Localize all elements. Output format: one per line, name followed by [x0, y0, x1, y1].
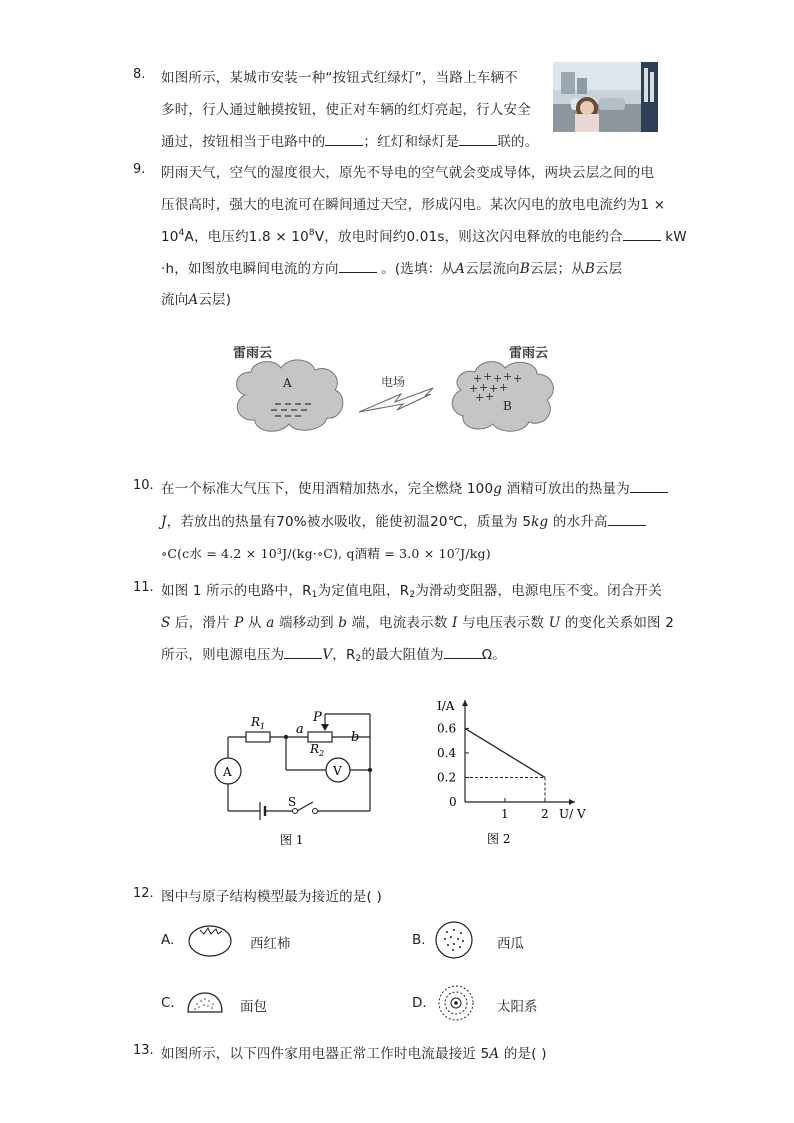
svg-text:+: + [479, 381, 489, 394]
y-axis-label: I/A [437, 699, 455, 713]
question-number: 8. [133, 67, 146, 82]
terminal-b-label: b [351, 730, 360, 745]
y-tick-label: 0.6 [437, 721, 457, 736]
question-text: $10^4A$，电压约$1.8 \times 10^8V$，放电时间约0.01s，则这次闪电释放的电能约合 kW [161, 228, 687, 245]
question-text: 如图所示，某城市安装一种“按钮式红绿灯”，当路上车辆不 [161, 70, 518, 86]
question-text: 如图所示，以下四件家用电器正常工作时电流最接近 5A 的是( ) [161, 1046, 547, 1062]
iu-graph [425, 692, 600, 852]
question-text: 多时，行人通过触摸按钮，使正对车辆的红灯亮起，行人安全 [161, 102, 531, 118]
r1-label: $R_1$ [251, 715, 266, 731]
y-tick-label: 0 [449, 795, 457, 809]
ammeter-label: A [223, 765, 232, 779]
field-label: 电场 [381, 375, 406, 389]
question-text: S 后，滑片 P 从 a 端移动到 b 端，电流表示数 I 与电压表示数 U 的变化关系如图 2 [161, 615, 674, 631]
answer-blank[interactable] [325, 133, 363, 146]
circuit-diagram [205, 700, 390, 850]
question-text: J，若放出的热量有70%被水吸收，能使初温20℃，质量为 5kg 的水升高 [161, 510, 646, 530]
question-formula: ∘C(c水 = 4.2 × 10³J/(kg·∘C), q酒精 = 3.0 × 10⁷J/kg) [161, 546, 491, 561]
option-name: 太阳系 [497, 999, 538, 1015]
option-letter: B. [412, 932, 426, 948]
y-axis-arrow [462, 700, 468, 706]
lightning-bolt [359, 388, 433, 412]
terminal-a-label: a [296, 722, 304, 737]
cloud-label: 雷雨云 [509, 346, 549, 361]
answer-blank[interactable] [444, 646, 482, 659]
svg-text:+: + [483, 370, 493, 383]
question-text: 所示，则电源电压为 V，$R_2$的最大阻值为 Ω。 [161, 647, 506, 664]
answer-blank[interactable] [608, 513, 646, 526]
thundercloud-figure [225, 340, 565, 440]
svg-text:+: + [489, 382, 499, 395]
answer-blank[interactable] [284, 646, 322, 659]
data-line [465, 728, 545, 777]
x-tick-label: 1 [501, 807, 509, 821]
option-name: 西红柿 [250, 936, 291, 952]
solar-system-icon [436, 983, 476, 1023]
x-axis-label: U/ V [559, 807, 586, 821]
question-number: 13. [133, 1043, 154, 1058]
tomato-icon [187, 922, 233, 958]
question-text: 通过，按钮相当于电路中的 ；红灯和绿灯是 联的。 [161, 134, 539, 150]
watermelon-icon [434, 920, 474, 960]
answer-blank[interactable] [630, 480, 668, 493]
cloud-label: 雷雨云 [233, 346, 273, 361]
option-letter: C. [161, 995, 175, 1011]
question-text: 图中与原子结构模型最为接近的是( ) [161, 889, 382, 905]
svg-text:+: + [473, 372, 483, 385]
svg-text:+: + [469, 382, 479, 395]
svg-text:+: + [475, 391, 485, 404]
cloud-letter-a: A [283, 376, 292, 390]
question-text: 阴雨天气，空气的湿度很大，原先不导电的空气就会变成导体，两块云层之间的电 [161, 165, 655, 181]
option-name: 面包 [240, 999, 267, 1015]
slider-p-label: P [313, 710, 322, 725]
question-number: 11. [133, 580, 154, 595]
figure-caption: 图 1 [280, 833, 304, 847]
y-tick-label: 0.2 [437, 770, 457, 785]
y-tick-label: 0.4 [437, 745, 457, 760]
svg-text:+: + [503, 370, 513, 383]
resistor-r1 [246, 732, 270, 742]
question-text: 流向A云层) [161, 292, 232, 308]
option-name: 西瓜 [497, 936, 524, 952]
option-letter: D. [412, 995, 427, 1011]
svg-text:+: + [513, 372, 523, 385]
question-text: 在一个标准大气压下，使用酒精加热水，完全燃烧 100g 酒精可放出的热量为 [161, 477, 668, 497]
answer-blank[interactable] [339, 260, 377, 273]
x-axis-arrow [569, 799, 575, 805]
bread-icon [185, 990, 225, 1016]
question-text: 压很高时，强大的电流可在瞬间通过天空，形成闪电。某次闪电的放电电流约为1 × [161, 197, 666, 213]
svg-text:+: + [493, 372, 503, 385]
switch-label: S [288, 795, 297, 809]
r2-label: $R_2$ [310, 742, 325, 758]
question-number: 12. [133, 886, 154, 901]
x-tick-label: 2 [541, 807, 549, 821]
answer-blank[interactable] [623, 228, 661, 241]
traffic-light-photo [553, 62, 658, 132]
svg-text:+: + [485, 390, 495, 403]
answer-blank[interactable] [459, 133, 497, 146]
question-number: 10. [133, 478, 154, 493]
resistor-r2 [308, 732, 332, 742]
figure-caption: 图 2 [487, 832, 511, 846]
voltmeter-label: V [333, 764, 342, 778]
svg-text:+: + [499, 381, 509, 394]
cloud-a [237, 360, 343, 431]
cloud-letter-b: B [503, 399, 512, 413]
question-number: 9. [133, 162, 146, 177]
question-text: 如图 1 所示的电路中，$R_1$为定值电阻，$R_2$为滑动变阻器，电源电压不变。闭合开关 [161, 583, 662, 600]
option-letter: A. [161, 932, 175, 948]
question-text: ·h，如图放电瞬间电流的方向 。(选填：从A云层流向B云层；从B云层 [161, 261, 623, 277]
